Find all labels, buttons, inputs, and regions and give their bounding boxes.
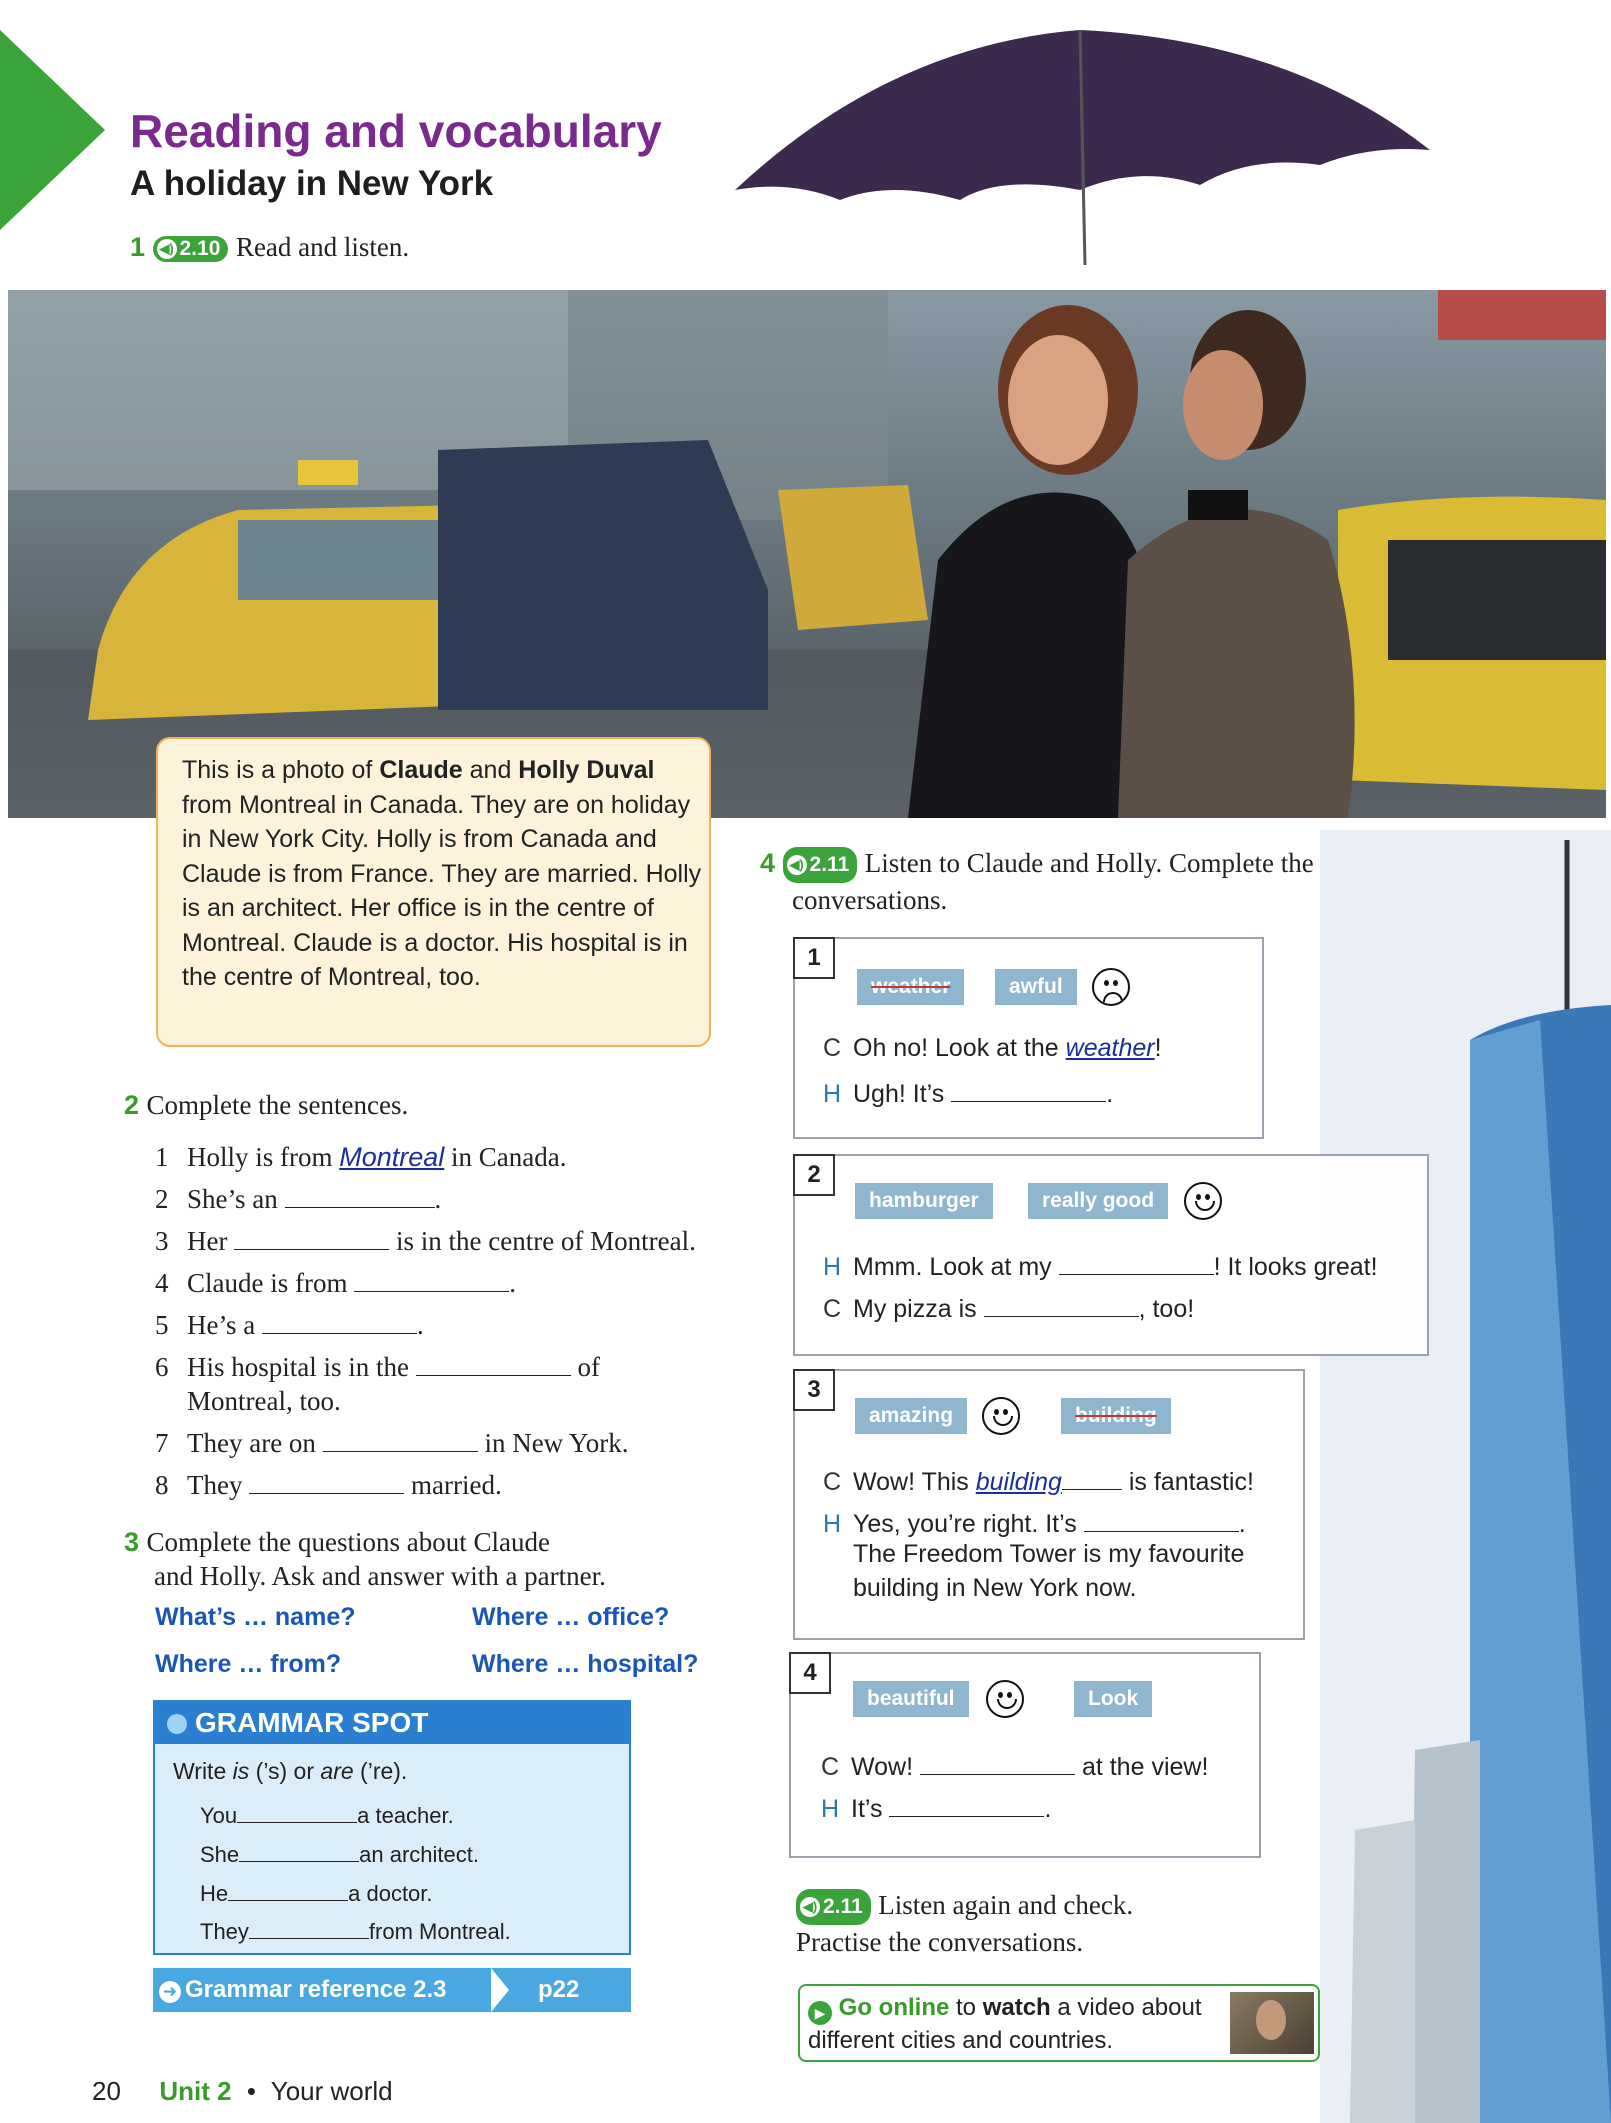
word-card: building xyxy=(1061,1398,1171,1434)
exercise-4-heading xyxy=(760,846,1314,917)
answer-blank[interactable] xyxy=(416,1348,571,1376)
word-card: awful xyxy=(995,969,1077,1005)
word-card: really good xyxy=(1028,1183,1168,1219)
answer-blank[interactable] xyxy=(1059,1249,1214,1275)
word-card: hamburger xyxy=(855,1183,993,1219)
audio-track-badge[interactable]: ◀) 2.11 xyxy=(796,1889,871,1925)
word-card: Look xyxy=(1074,1681,1152,1717)
ex2-item-continued: Montreal, too. xyxy=(187,1386,341,1416)
dialogue-line: H Yes, you’re right. It’s . xyxy=(823,1506,1246,1539)
reading-text-part: and xyxy=(462,756,519,784)
video-thumbnail xyxy=(1230,1992,1314,2054)
go-online-text: ▶ Go online to watch a video about different cities and countries. xyxy=(808,1994,1202,2054)
question-prompt: Where … from? xyxy=(155,1650,342,1678)
exercise-instruction: Complete the sentences. xyxy=(146,1090,409,1120)
ex2-item: 7 They are on in New York. xyxy=(155,1422,696,1464)
conversation-number: 3 xyxy=(793,1369,835,1411)
ex2-item: 3 Her is in the centre of Montreal. xyxy=(155,1220,696,1262)
answer-blank[interactable] xyxy=(237,1800,357,1823)
exercise-number: 4 xyxy=(760,848,776,878)
answer-blank[interactable] xyxy=(1084,1506,1239,1532)
grammar-row: They from Montreal. xyxy=(200,1916,511,1945)
dialogue-line: building in New York now. xyxy=(853,1574,1137,1602)
reading-text-part: from Montreal in Canada. They are on holiday in New York City. Holly is from Canada and Claude is from France. They are married. Holly is an architect. Her office is in the centre of Montreal. Claude is a doctor. His hospital is in the centre of Montreal, too. xyxy=(182,790,702,991)
reading-text-part: This is a photo of xyxy=(182,756,380,784)
exercise-instruction: Listen to Claude and Holly. Complete the xyxy=(864,848,1314,878)
answer-blank[interactable] xyxy=(262,1306,417,1334)
unit-title: Your world xyxy=(270,2076,393,2106)
exercise-instruction: Read and listen. xyxy=(235,232,410,262)
exercise-number: 1 xyxy=(130,232,146,262)
speaker-icon: ◀) xyxy=(787,855,807,875)
freedom-tower-image xyxy=(1320,830,1611,2123)
answer-blank[interactable] xyxy=(951,1076,1106,1102)
answer-blank[interactable] xyxy=(323,1424,478,1452)
conversation-box-1 xyxy=(793,937,1264,1139)
dialogue-line: H Ugh! It’s . xyxy=(823,1076,1113,1109)
reading-text xyxy=(182,753,702,995)
reference-page: p22 xyxy=(538,1976,580,2003)
exercise-instruction: Complete the questions about Claude xyxy=(146,1527,550,1557)
go-online-box[interactable] xyxy=(798,1984,1320,2062)
grammar-spot-header: GRAMMAR SPOT xyxy=(155,1702,629,1744)
ex2-item: 5 He’s a . xyxy=(155,1304,696,1346)
word-card: beautiful xyxy=(853,1681,969,1717)
dialogue-line: C Wow! This building is fantastic! xyxy=(823,1464,1254,1497)
reading-text-name: Claude xyxy=(379,756,463,784)
example-answer: weather xyxy=(1065,1034,1155,1062)
answer-blank xyxy=(1062,1464,1122,1490)
smiley-face-icon xyxy=(1184,1182,1222,1220)
conversation-box-2 xyxy=(793,1154,1429,1356)
smiley-face-icon xyxy=(986,1680,1024,1718)
exercise-number: 3 xyxy=(124,1527,140,1557)
ex2-list xyxy=(155,1136,696,1506)
exercise-instruction-line2: conversations. xyxy=(792,884,948,915)
grammar-rule: Write is (’s) or are (’re). xyxy=(173,1758,408,1784)
answer-blank[interactable] xyxy=(920,1749,1075,1775)
smiley-face-icon xyxy=(982,1397,1020,1435)
example-answer: building xyxy=(975,1468,1062,1496)
sad-face-icon xyxy=(1092,968,1130,1006)
grammar-row: He a doctor. xyxy=(200,1878,433,1907)
answer-blank[interactable] xyxy=(249,1916,369,1939)
chevron-right-icon xyxy=(491,1968,509,2012)
ex2-item: 8 They married. xyxy=(155,1464,696,1506)
grammar-row: She an architect. xyxy=(200,1839,479,1868)
conversation-box-3 xyxy=(793,1369,1305,1640)
word-card: weather xyxy=(857,969,964,1005)
page-footer: 20 Unit 2 • Your world xyxy=(92,2076,393,2106)
dialogue-line: C Oh no! Look at the weather! xyxy=(823,1034,1162,1062)
question-prompt: Where … office? xyxy=(472,1603,670,1631)
question-prompt: Where … hospital? xyxy=(472,1650,699,1678)
audio-track-badge[interactable]: ◀) 2.11 xyxy=(783,847,858,883)
exercise-1 xyxy=(130,232,409,263)
exercise-2-heading xyxy=(124,1090,408,1121)
dialogue-line: C Wow! at the view! xyxy=(821,1749,1208,1782)
play-icon: ▶ xyxy=(808,2001,832,2025)
section-marker xyxy=(0,30,105,230)
unit-label: Unit 2 xyxy=(159,2076,232,2106)
page-subtitle: A holiday in New York xyxy=(130,164,494,203)
answer-blank[interactable] xyxy=(228,1878,348,1901)
ex2-item: 1 Holly is from Montreal in Canada. xyxy=(155,1142,567,1172)
conversation-box-4 xyxy=(789,1652,1261,1858)
page-title: Reading and vocabulary xyxy=(130,105,662,157)
reading-text-name: Holly Duval xyxy=(518,756,655,784)
dialogue-line: H It’s . xyxy=(821,1791,1051,1824)
bullet-icon xyxy=(167,1714,187,1734)
dialogue-line: The Freedom Tower is my favourite xyxy=(853,1540,1245,1568)
exercise-number: 2 xyxy=(124,1090,140,1120)
question-prompt: What’s … name? xyxy=(155,1603,356,1631)
grammar-reference-link[interactable]: ➜ Grammar reference 2.3 p22 xyxy=(153,1968,631,2012)
answer-blank[interactable] xyxy=(249,1466,404,1494)
listen-again-instruction-2: Practise the conversations. xyxy=(796,1926,1084,1957)
page-number: 20 xyxy=(92,2076,121,2106)
conversation-number: 2 xyxy=(793,1154,835,1196)
answer-blank[interactable] xyxy=(234,1222,389,1250)
audio-track-badge[interactable]: ◀) 2.10 xyxy=(153,236,229,262)
listen-again-instruction: Listen again and check. xyxy=(878,1890,1134,1920)
conversation-number: 1 xyxy=(793,937,835,979)
answer-blank[interactable] xyxy=(285,1180,435,1208)
dialogue-line: H Mmm. Look at my ! It looks great! xyxy=(823,1249,1378,1282)
dialogue-line: C My pizza is , too! xyxy=(823,1291,1194,1324)
word-card: amazing xyxy=(855,1398,967,1434)
exercise-3-heading xyxy=(124,1525,606,1593)
ex2-item: 4 Claude is from . xyxy=(155,1262,696,1304)
exercise-instruction-line2: and Holly. Ask and answer with a partner. xyxy=(154,1561,606,1591)
speaker-icon: ◀) xyxy=(157,239,177,259)
answer-blank[interactable] xyxy=(354,1264,509,1292)
answer-blank[interactable] xyxy=(239,1839,359,1862)
arrow-circle-icon: ➜ xyxy=(159,1981,181,2003)
grammar-row: You a teacher. xyxy=(200,1800,454,1829)
answer-blank[interactable] xyxy=(889,1791,1044,1817)
ex2-item: 6 His hospital is in the of xyxy=(155,1346,696,1388)
answer-blank[interactable] xyxy=(984,1291,1139,1317)
listen-again xyxy=(796,1888,1133,1959)
ex2-item: 2 She’s an . xyxy=(155,1178,696,1220)
umbrella-image xyxy=(730,15,1430,265)
grammar-spot xyxy=(153,1700,631,1955)
example-answer: Montreal xyxy=(339,1142,445,1172)
conversation-number: 4 xyxy=(789,1652,831,1694)
speaker-icon: ◀) xyxy=(800,1897,820,1917)
